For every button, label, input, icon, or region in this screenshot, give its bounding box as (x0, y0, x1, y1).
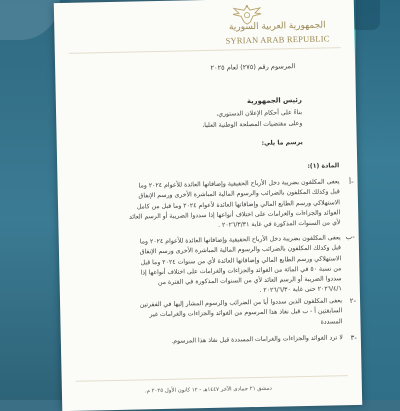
article-item-a (78, 177, 341, 234)
text-line: الفوائد والجزاءات والغرامات على اختلاف أنواعها إذا سددوا الضريبة أو الرسم العائد (128, 209, 341, 221)
item-number: ٢- (349, 296, 357, 306)
constitutional-basis: بناءً على أحكام الإعلان الدستوري، (216, 109, 303, 118)
national-interest-basis: وعلى مقتضيات المصلحة الوطنية العليا، (202, 120, 303, 130)
text-line: الاستهلاكي ورسم الطابع المالي وإضافاتها العائدة لأي من سنوات ٢٠٢٤ وما قبل (140, 254, 342, 267)
text-line: المسددة (320, 317, 343, 326)
text-line: قبل وكذلك المكلفون بالضرائب والرسوم المالية المباشرة الأخرى ورسم الإنفاق (138, 188, 340, 200)
item-label: أ- (349, 177, 354, 187)
text-line: سددوا الضريبة أو الرسم العائد لأي من السنوات المذكورة في الفترة من (157, 275, 342, 287)
text-line: يعفى المكلفون بضريبة دخل الأرباح الحقيقية وإضافاتها العائدة للأعوام ٢٠٢٤ وما (138, 178, 340, 190)
article-item-2 (80, 296, 343, 332)
text-line: يعفى المكلفون بضريبة دخل الأرباح الحقيقية وإضافاتها العائدة للأعوام ٢٠٢٤ وما (139, 234, 341, 246)
text-line: الاستهلاكي ورسم الطابع المالي وإضافاتها العائدة لأعوام ٢٠٢٤ وما قبل من كامل (136, 198, 341, 211)
text-line: يعفى المكلفون الذين سددوا أيا من الضرائب والرسوم المشار إليها في الفقرتين (139, 297, 343, 309)
article-item-b (79, 233, 342, 300)
decree-document (54, 0, 362, 411)
article-heading: المادة (١): (307, 162, 340, 170)
article-item-3: لا ترد الفوائد والجزاءات والغرامات المسددة قبل نفاذ هذا المرسوم. (171, 334, 343, 345)
header-divider (69, 47, 341, 54)
footer-date: دمشق ٢١ جمادى الآخر ١٤٤٧هـ - ١٢ كانون الأول ٢٠٢٥ م. (144, 385, 272, 395)
president-title: رئيس الجمهورية (246, 96, 302, 106)
text-line: من نسبة ٥٠ في المائة من الفوائد والجزاءات والغرامات على اختلاف أنواعها إذا (140, 265, 342, 277)
text-line: ٢٠٢٦/٤/١ حتى غاية ٢٠٢٦/٦/٣٠ . (259, 285, 342, 295)
text-line: قبل وكذلك المكلفون بالضرائب والرسوم المالية المباشرة الأخرى ورسم الإنفاق (139, 244, 342, 256)
decree-title: المرسوم رقم (٢٧٥) لعام ٢٠٢٥ (210, 62, 296, 72)
text-line: السابقتين أ - ب قبل نفاذ هذا المرسوم من الفوائد والجزاءات والغرامات غير (149, 307, 343, 319)
republic-name-english: SYRIAN ARAB REPUBLIC (225, 33, 330, 46)
republic-name-arabic: الجمهورية العربية السورية (228, 20, 326, 33)
background-shape (350, 0, 380, 30)
text-line: لأي من السنوات المذكورة في غاية ٢٠٢٦/٣/٣١ . (217, 219, 341, 229)
decree-statement: يرسم ما يلي: (261, 139, 303, 147)
footer-divider (76, 375, 348, 382)
item-number: ٣- (350, 333, 357, 343)
item-label: ب- (345, 232, 355, 242)
